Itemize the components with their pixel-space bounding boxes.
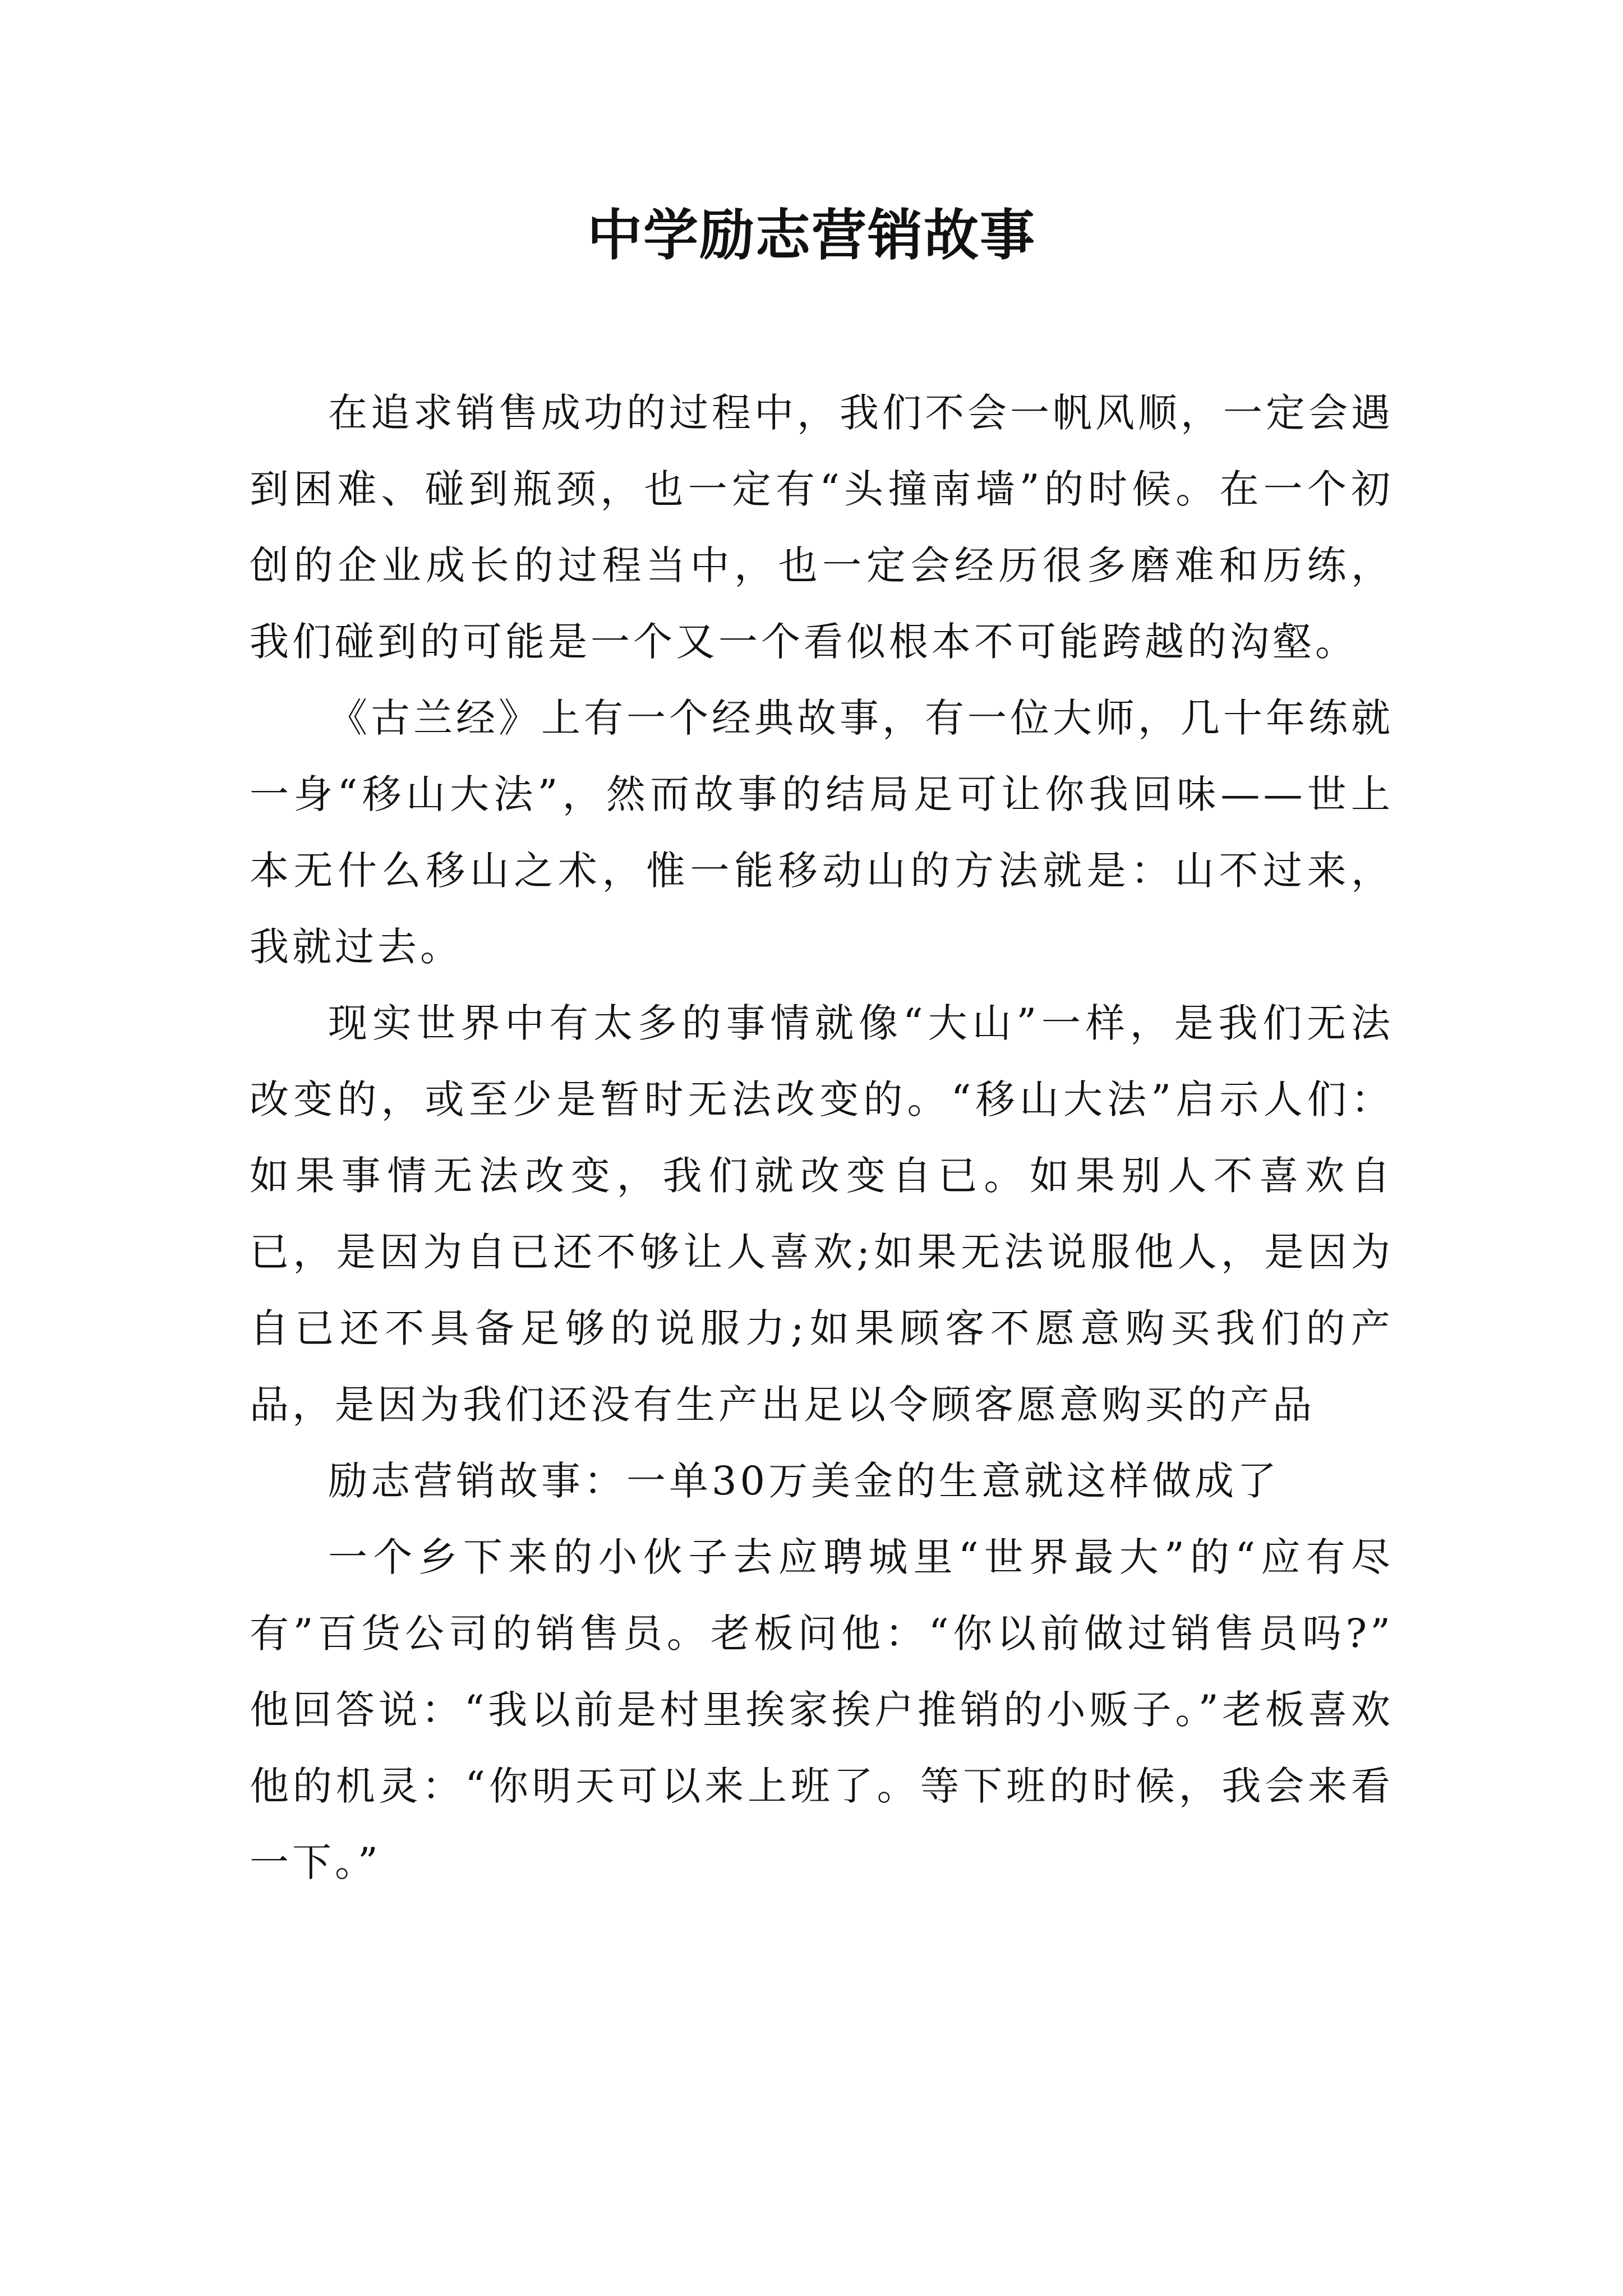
paragraph-2: 《古兰经》上有一个经典故事，有一位大师，几十年练就一身“移山大法”，然而故事的结局足可让你我回味——世上本无什么移山之术，惟一能移动山的方法就是：山不过来，我就过去。 [250,695,1394,970]
document-title: 中学励志营销故事 [587,203,1036,268]
paragraph-4: 一个乡下来的小伙子去应聘城里“世界最大”的“应有尽有”百货公司的销售员。老板问他：“你以前做过销售员吗?” 他回答说：“我以前是村里挨家挨户推销的小贩子。”老板喜欢他的机灵：“你明天可以来上班了。等下班的时候，我会来看一下。” [250,1534,1394,1885]
section-heading: 励志营销故事：一单30万美金的生意就这样做成了 [328,1458,1280,1504]
paragraph-1: 在追求销售成功的过程中，我们不会一帆风顺，一定会遇到困难、碰到瓶颈，也一定有“头撞南墙”的时候。在一个初创的企业成长的过程当中，也一定会经历很多磨难和历练，我们碰到的可能是一个又一个看似根本不可能跨越的沟壑。 [250,390,1394,665]
paragraph-3: 现实世界中有太多的事情就像“大山”一样，是我们无法改变的，或至少是暂时无法改变的。“移山大法”启示人们：如果事情无法改变，我们就改变自已。如果别人不喜欢自已，是因为自已还不够让人喜欢;如果无法说服他人，是因为自已还不具备足够的说服力;如果顾客不愿意购买我们的产品，是因为我们还没有生产出足以令顾客愿意购买的产品 [250,1000,1394,1428]
document-body [250,375,1394,1901]
